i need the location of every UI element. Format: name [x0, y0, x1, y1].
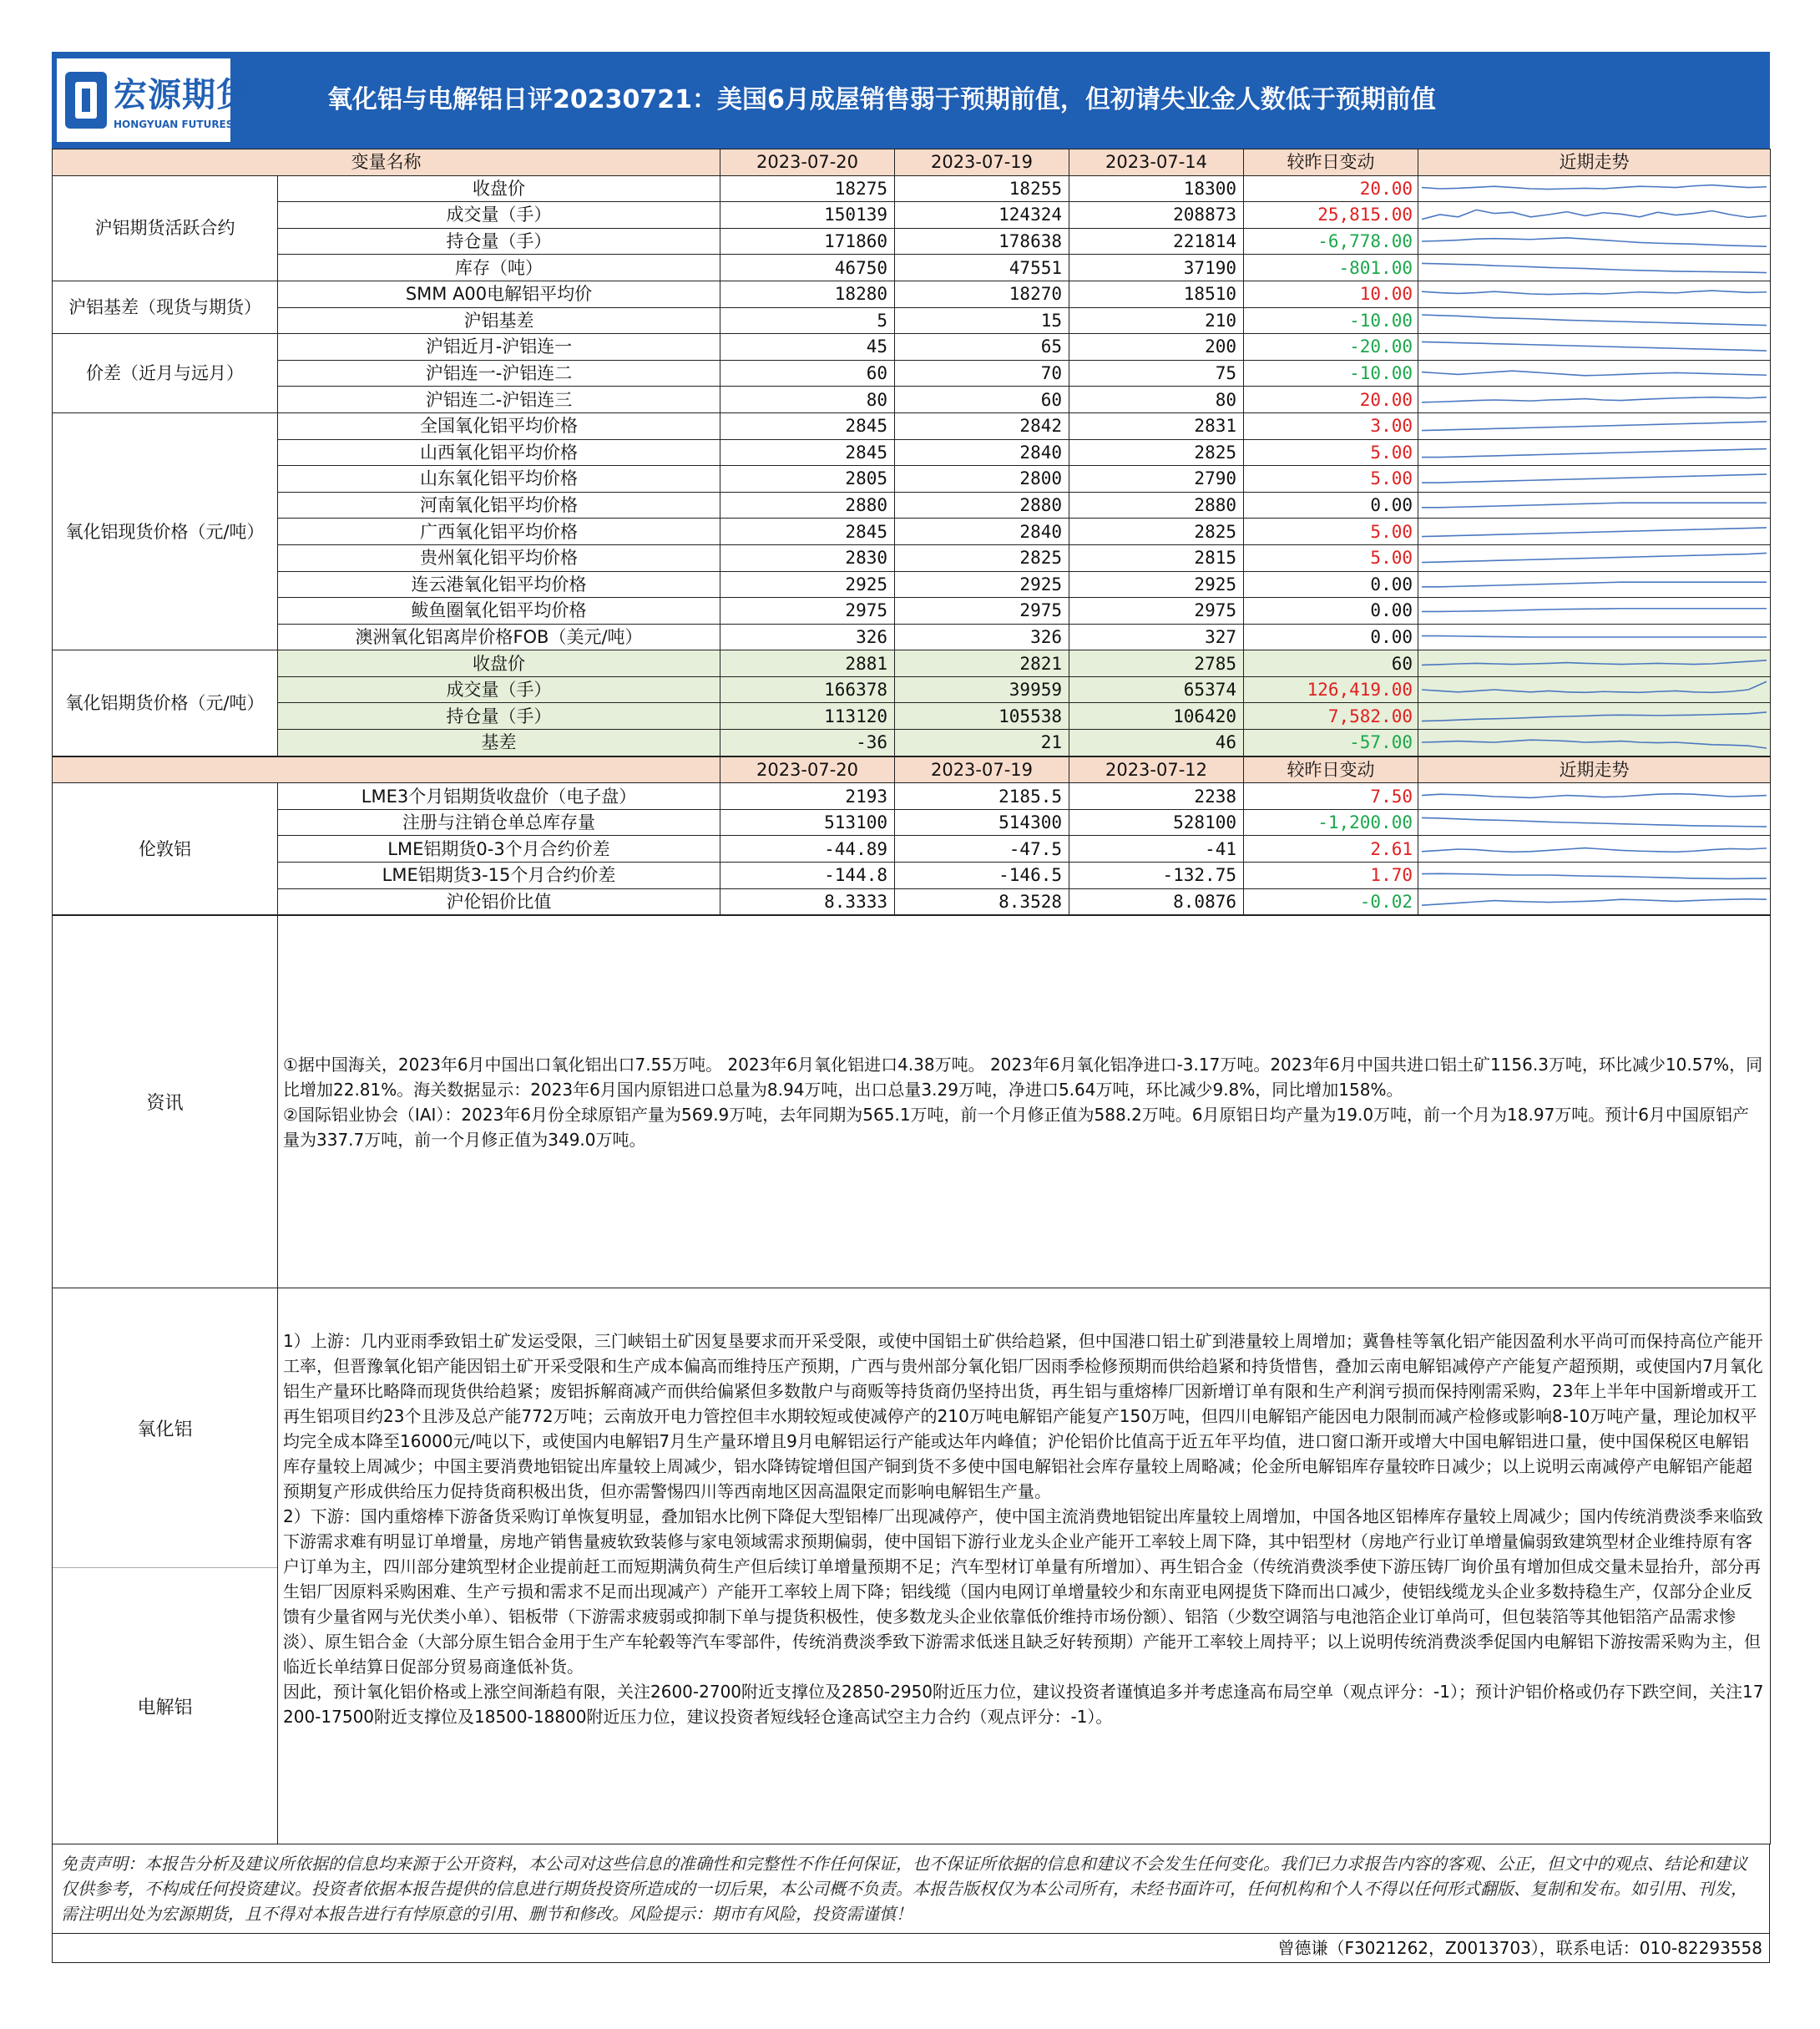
trend-line	[1422, 636, 1767, 637]
value-cell: -132.75	[1069, 863, 1244, 889]
table-row	[53, 598, 1771, 625]
table-row	[53, 334, 1771, 361]
trend-line	[1422, 342, 1767, 352]
change-cell: -1,200.00	[1244, 809, 1418, 836]
section-label: 氧化铝期货价格（元/吨）	[53, 650, 278, 756]
change-cell: -10.00	[1244, 360, 1418, 387]
value-cell: 2842	[895, 412, 1069, 439]
change-cell: 60	[1244, 650, 1418, 677]
trend-sparkline	[1422, 599, 1767, 622]
value-cell: 124324	[895, 202, 1069, 229]
value-cell: 2800	[895, 466, 1069, 493]
trend-sparkline	[1422, 203, 1767, 226]
trend-sparkline	[1422, 678, 1767, 701]
trend-line	[1422, 238, 1767, 246]
variable-name: 沪铝基差	[278, 307, 720, 334]
value-cell: 2830	[720, 544, 895, 571]
change-cell: 5.00	[1244, 519, 1418, 545]
trend-line	[1422, 712, 1767, 721]
value-cell: 2925	[720, 571, 895, 598]
header-chg: 较昨日变动	[1244, 756, 1418, 783]
trend-sparkline	[1422, 625, 1767, 649]
trend-sparkline	[1422, 256, 1767, 280]
trend-cell	[1418, 334, 1771, 361]
trend-cell	[1418, 492, 1771, 519]
trend-sparkline	[1422, 414, 1767, 438]
header-trend: 近期走势	[1418, 149, 1771, 176]
trend-line	[1422, 848, 1767, 852]
variable-name: 广西氧化铝平均价格	[278, 519, 720, 545]
table-row	[53, 307, 1771, 334]
variable-name: 山西氧化铝平均价格	[278, 439, 720, 466]
value-cell: -144.8	[720, 863, 895, 889]
value-cell: 2785	[1069, 650, 1244, 677]
trend-cell	[1418, 281, 1771, 307]
header-chg: 较昨日变动	[1244, 149, 1418, 176]
table-row	[53, 809, 1771, 836]
company-logo	[57, 58, 250, 142]
value-cell: 326	[720, 624, 895, 650]
value-cell: 65	[895, 334, 1069, 361]
value-cell: 2825	[1069, 519, 1244, 545]
trend-cell	[1418, 519, 1771, 545]
value-cell: 2975	[1069, 598, 1244, 625]
change-cell: 0.00	[1244, 598, 1418, 625]
change-cell: 20.00	[1244, 387, 1418, 413]
header-d1: 2023-07-20	[720, 149, 895, 176]
trend-sparkline	[1422, 573, 1767, 596]
trend-sparkline	[1422, 467, 1767, 490]
trend-cell	[1418, 624, 1771, 650]
change-cell: 3.00	[1244, 412, 1418, 439]
trend-sparkline	[1422, 177, 1767, 200]
value-cell: 45	[720, 334, 895, 361]
table-row	[53, 544, 1771, 571]
trend-sparkline	[1422, 309, 1767, 332]
value-cell: 60	[720, 360, 895, 387]
value-cell: 2845	[720, 439, 895, 466]
value-cell: 2845	[720, 412, 895, 439]
table-row	[53, 175, 1771, 202]
variable-name: 持仓量（手）	[278, 228, 720, 255]
variable-name: 成交量（手）	[278, 202, 720, 229]
value-cell: -47.5	[895, 836, 1069, 863]
section-label: 价差（近月与远月）	[53, 334, 278, 413]
trend-sparkline	[1422, 652, 1767, 675]
trend-line	[1422, 899, 1767, 906]
header-d1: 2023-07-20	[720, 756, 895, 783]
trend-cell	[1418, 387, 1771, 413]
upstream-analysis: 1）上游：几内亚雨季致铝土矿发运受限，三门峡铝土矿因复垦要求而开采受限，或使中国铝土矿供给趋紧，但中国港口铝土矿到港量较上周增加；冀鲁桂等氧化铝产能因盈利水平尚可而保持高位产能开工率，但晋豫氧化铝产能因铝土矿开采受限和生产成本偏高而维持压产预期，广西与贵州部分氧化铝厂因雨季检修预期而供给趋紧和持货惜售，叠加云南电解铝减停产产能复产超预期，或使国内7月氧化铝生产量环比略降而现货供给趋紧；废铝拆解商减产而供给偏紧但多数散户与商贩等持货商仍坚持出货，再生铝与重熔棒厂因新增订单有限和生产利润亏损而保持刚需采购，23年上半年中国新增或开工再生铝项目约23个且涉及总产能772万吨；云南放开电力管控但丰水期较短或使减停产的210万吨电解铝产能复产150万吨，但四川电解铝产能因电力限制而减产检修或影响8-10万吨产量，理论加权平均完全成本降至16000元/吨以下，或使国内电解铝7月生产量环增且9月电解铝运行产能或达年内峰值；沪伦铝价比值高于近五年平均值，进口窗口渐开或增大中国电解铝进口量，使中国保税区电解铝库存量较上周减少；中国主要消费地铝锭出库量较上周减少，铝水降铸锭增但国产铜到货不多使中国电解铝社会库存量较上周略减；伦金所电解铝库存量较昨日减少；以上说明云南减停产电解铝产能超预期复产形成供给压力促持货商积极出货，但亦需警惕四川等西南地区因高温限定而影响电解铝生产量。	[283, 1331, 1763, 1502]
downstream-analysis: 2）下游：国内重熔棒下游备货采购订单恢复明显，叠加铝水比例下降促大型铝棒厂出现减停产，使中国主流消费地铝锭出库量较上周增加，中国各地区铝棒库存量较上周减少；国内传统消费淡季来临致下游需求难有明显订单增量，房地产销售量疲软致装修与家电领域需求预期偏弱，使中国铝下游行业龙头企业产能开工率较上周下降，其中铝型材（房地产行业订单增量偏弱致建筑型材企业维持原有客户订单为主，四川部分建筑型材企业提前赶工而短期满负荷生产但后续订单增量预期不足；汽车型材订单量有所增加）、再生铝合金（传统消费淡季使下游压铸厂询价虽有增加但成交量未显抬升，部分再生铝厂因原料采购困难、生产亏损和需求不足而出现减产）产能开工率较上周下降；铝线缆（国内电网订单增量较少和东南亚电网提货下降而出口减少，使铝线缆龙头企业多数持稳生产，仅部分企业反馈有少量省网与光伏类小单）、铝板带（下游需求疲弱或抑制下单与提货积极性，使多数龙头企业依靠低价维持市场份额）、铝箔（少数空调箔与电池箔企业订单尚可，但包装箔等其他铝箔产品需求惨淡）、原生铝合金（大部分原生铝合金用于生产车轮毂等汽车零部件，传统消费淡季致下游需求低迷且缺乏好转预期）产能开工率较上周持平；以上说明传统消费淡季促国内电解铝下游按需采购为主，但临近长单结算日促部分贸易商逢低补货。	[283, 1506, 1763, 1677]
value-cell: 37190	[1069, 255, 1244, 281]
change-cell: 0.00	[1244, 571, 1418, 598]
change-cell: 25,815.00	[1244, 202, 1418, 229]
header-d2: 2023-07-19	[895, 149, 1069, 176]
value-cell: 8.3528	[895, 888, 1069, 915]
value-cell: 8.0876	[1069, 888, 1244, 915]
variable-name: 沪伦铝价比值	[278, 888, 720, 915]
value-cell: 18300	[1069, 175, 1244, 202]
table-header-row	[53, 756, 1771, 783]
trend-sparkline	[1422, 441, 1767, 464]
logo-chinese-text: 宏源期货	[114, 76, 250, 114]
value-cell: 70	[895, 360, 1069, 387]
variable-name: 收盘价	[278, 650, 720, 677]
trend-line	[1422, 210, 1767, 220]
variable-name: 沪铝连二-沪铝连三	[278, 387, 720, 413]
domestic-data-table	[52, 149, 1771, 756]
trend-sparkline	[1422, 520, 1767, 544]
trend-cell	[1418, 703, 1771, 730]
value-cell: 2925	[895, 571, 1069, 598]
value-cell: 18275	[720, 175, 895, 202]
report-title: 氧化铝与电解铝日评20230721：美国6月成屋销售弱于预期前值，但初请失业金人数低于预期前值	[327, 85, 1436, 114]
header-variable-name: 变量名称	[53, 149, 720, 176]
trend-line	[1422, 315, 1767, 326]
value-cell: 2880	[720, 492, 895, 519]
analysis-content	[278, 1288, 1771, 1844]
header-d3: 2023-07-14	[1069, 149, 1244, 176]
trend-cell	[1418, 650, 1771, 677]
disclaimer: 免责声明：本报告分析及建议所依据的信息均来源于公开资料，本公司对这些信息的准确性和完整性不作任何保证，也不保证所依据的信息和建议不会发生任何变化。我们已力求报告内容的客观、公正，但文中的观点、结论和建议仅供参考，不构成任何投资建议。投资者依据本报告提供的信息进行期货投资所造成的一切后果，本公司概不负责。本报告版权仅为本公司所有，未经书面许可，任何机构和个人不得以任何形式翻版、复制和发布。如引用、刊发，需注明出处为宏源期货，且不得对本报告进行有悖原意的引用、删节和修改。风险提示：期市有风险，投资需谨慎！	[52, 1844, 1770, 1934]
table-row	[53, 650, 1771, 677]
info-paragraph-2: ②国际铝业协会（IAI）：2023年6月份全球原铝产量为569.9万吨，去年同期为565.1万吨，前一个月修正值为588.2万吨。6月原铝日均产量为19.0万吨，前一个月为18.97万吨。预计6月中国原铝产量为337.7万吨，前一个月修正值为349.0万吨。	[283, 1104, 1750, 1150]
trend-cell	[1418, 412, 1771, 439]
change-cell: 5.00	[1244, 466, 1418, 493]
change-cell: -801.00	[1244, 255, 1418, 281]
trend-cell	[1418, 676, 1771, 703]
trend-sparkline	[1422, 811, 1767, 834]
variable-name: 河南氧化铝平均价格	[278, 492, 720, 519]
table-row	[53, 360, 1771, 387]
section-label: 沪铝基差（现货与期货）	[53, 281, 278, 333]
value-cell: 65374	[1069, 676, 1244, 703]
value-cell: 80	[720, 387, 895, 413]
value-cell: 150139	[720, 202, 895, 229]
value-cell: 210	[1069, 307, 1244, 334]
trend-line	[1422, 397, 1767, 402]
trend-cell	[1418, 836, 1771, 863]
variable-name: 注册与注销仓单总库存量	[278, 809, 720, 836]
value-cell: 2805	[720, 466, 895, 493]
trend-cell	[1418, 307, 1771, 334]
info-paragraph-1: ①据中国海关，2023年6月中国出口氧化铝出口7.55万吨。 2023年6月氧化铝进口4.38万吨。 2023年6月氧化铝净进口-3.17万吨。2023年6月中国共进口铝土矿1156.3万吨，环比减少10.57%，同比增加22.81%。海关数据显示：2023年6月国内原铝进口总量为8.94万吨，出口总量3.29万吨，净进口5.64万吨，环比减少9.8%，同比增加158%。	[283, 1054, 1763, 1100]
trend-line	[1422, 741, 1767, 749]
trend-line	[1422, 582, 1767, 587]
header-d2: 2023-07-19	[895, 756, 1069, 783]
change-cell: 0.00	[1244, 492, 1418, 519]
commentary-table	[52, 915, 1771, 1844]
analysis-labels	[53, 1288, 278, 1844]
trend-cell	[1418, 228, 1771, 255]
trend-cell	[1418, 439, 1771, 466]
trend-sparkline	[1422, 890, 1767, 913]
trend-sparkline	[1422, 785, 1767, 808]
change-cell: -6,778.00	[1244, 228, 1418, 255]
value-cell: -146.5	[895, 863, 1069, 889]
table-row	[53, 387, 1771, 413]
trend-line	[1422, 185, 1767, 189]
value-cell: 178638	[895, 228, 1069, 255]
value-cell: 2840	[895, 439, 1069, 466]
value-cell: 2238	[1069, 783, 1244, 810]
variable-name: LME3个月铝期货收盘价（电子盘）	[278, 783, 720, 810]
trend-cell	[1418, 202, 1771, 229]
variable-name: 沪铝连一-沪铝连二	[278, 360, 720, 387]
trend-cell	[1418, 730, 1771, 756]
table-row	[53, 228, 1771, 255]
change-cell: 7.50	[1244, 783, 1418, 810]
change-cell: 7,582.00	[1244, 703, 1418, 730]
value-cell: 15	[895, 307, 1069, 334]
trend-line	[1422, 554, 1767, 563]
value-cell: 106420	[1069, 703, 1244, 730]
value-cell: 46750	[720, 255, 895, 281]
info-label: 资讯	[53, 916, 278, 1288]
value-cell: 18255	[895, 175, 1069, 202]
variable-name: 收盘价	[278, 175, 720, 202]
section-label: 伦敦铝	[53, 783, 278, 915]
value-cell: 2815	[1069, 544, 1244, 571]
trend-cell	[1418, 598, 1771, 625]
value-cell: 2880	[895, 492, 1069, 519]
change-cell: 5.00	[1244, 544, 1418, 571]
trend-sparkline	[1422, 335, 1767, 358]
change-cell: -57.00	[1244, 730, 1418, 756]
value-cell: 2880	[1069, 492, 1244, 519]
section-label: 沪铝期货活跃合约	[53, 175, 278, 281]
trend-line	[1422, 291, 1767, 294]
table-row	[53, 466, 1771, 493]
variable-name: 库存（吨）	[278, 255, 720, 281]
value-cell: 2840	[895, 519, 1069, 545]
table-row	[53, 676, 1771, 703]
table-row	[53, 703, 1771, 730]
trend-cell	[1418, 360, 1771, 387]
trend-line	[1422, 474, 1767, 483]
trend-line	[1422, 528, 1767, 537]
trend-cell	[1418, 863, 1771, 889]
analyst-contact: 曾德谦（F3021262，Z0013703），联系电话：010-82293558	[52, 1934, 1770, 1963]
table-row	[53, 624, 1771, 650]
variable-name: LME铝期货0-3个月合约价差	[278, 836, 720, 863]
logo-english-text: HONGYUAN FUTURES	[114, 119, 234, 130]
value-cell: 18270	[895, 281, 1069, 307]
value-cell: 2185.5	[895, 783, 1069, 810]
trend-cell	[1418, 255, 1771, 281]
trend-cell	[1418, 809, 1771, 836]
value-cell: 208873	[1069, 202, 1244, 229]
value-cell: 2925	[1069, 571, 1244, 598]
change-cell: 0.00	[1244, 624, 1418, 650]
variable-name: 沪铝近月-沪铝连一	[278, 334, 720, 361]
aluminum-label: 电解铝	[53, 1567, 277, 1844]
trend-sparkline	[1422, 705, 1767, 728]
value-cell: 60	[895, 387, 1069, 413]
table-row	[53, 255, 1771, 281]
trend-line	[1422, 609, 1767, 612]
report-header	[52, 52, 1770, 149]
table-row	[53, 783, 1771, 810]
value-cell: 2975	[720, 598, 895, 625]
trend-cell	[1418, 888, 1771, 915]
value-cell: 80	[1069, 387, 1244, 413]
trend-cell	[1418, 783, 1771, 810]
value-cell: 18510	[1069, 281, 1244, 307]
table-row	[53, 730, 1771, 756]
value-cell: 75	[1069, 360, 1244, 387]
value-cell: 200	[1069, 334, 1244, 361]
trend-cell	[1418, 544, 1771, 571]
trend-sparkline	[1422, 731, 1767, 754]
trend-line	[1422, 422, 1767, 431]
change-cell: 5.00	[1244, 439, 1418, 466]
value-cell: 39959	[895, 676, 1069, 703]
hongyuan-logo-icon	[63, 65, 109, 135]
london-data-table	[52, 756, 1771, 916]
trend-line	[1422, 371, 1767, 376]
value-cell: 105538	[895, 703, 1069, 730]
variable-name: 全国氧化铝平均价格	[278, 412, 720, 439]
value-cell: 2881	[720, 650, 895, 677]
trend-sparkline	[1422, 546, 1767, 569]
alumina-label: 氧化铝	[137, 1419, 193, 1440]
variable-name: 成交量（手）	[278, 676, 720, 703]
variable-name: 基差	[278, 730, 720, 756]
value-cell: 113120	[720, 703, 895, 730]
value-cell: 2845	[720, 519, 895, 545]
value-cell: 18280	[720, 281, 895, 307]
variable-name: LME铝期货3-15个月合约价差	[278, 863, 720, 889]
value-cell: -36	[720, 730, 895, 756]
value-cell: 166378	[720, 676, 895, 703]
trend-sparkline	[1422, 837, 1767, 861]
variable-name: 连云港氧化铝平均价格	[278, 571, 720, 598]
value-cell: -44.89	[720, 836, 895, 863]
table-row	[53, 202, 1771, 229]
trend-cell	[1418, 571, 1771, 598]
table-row	[53, 412, 1771, 439]
value-cell: 46	[1069, 730, 1244, 756]
trend-sparkline	[1422, 362, 1767, 385]
trend-line	[1422, 660, 1767, 665]
table-header-row	[53, 149, 1771, 176]
value-cell: -41	[1069, 836, 1244, 863]
value-cell: 171860	[720, 228, 895, 255]
variable-name: 鲅鱼圈氧化铝平均价格	[278, 598, 720, 625]
change-cell: -0.02	[1244, 888, 1418, 915]
value-cell: 2831	[1069, 412, 1244, 439]
value-cell: 2193	[720, 783, 895, 810]
variable-name: SMM A00电解铝平均价	[278, 281, 720, 307]
change-cell: 2.61	[1244, 836, 1418, 863]
change-cell: -20.00	[1244, 334, 1418, 361]
trend-sparkline	[1422, 230, 1767, 253]
trend-line	[1422, 793, 1767, 797]
trend-line	[1422, 874, 1767, 879]
variable-name: 贵州氧化铝平均价格	[278, 544, 720, 571]
report-sheet	[52, 52, 1770, 1963]
value-cell: 221814	[1069, 228, 1244, 255]
section-label: 氧化铝现货价格（元/吨）	[53, 412, 278, 650]
change-cell: 10.00	[1244, 281, 1418, 307]
table-row	[53, 863, 1771, 889]
table-row	[53, 888, 1771, 915]
trend-line	[1422, 818, 1767, 827]
value-cell: 327	[1069, 624, 1244, 650]
value-cell: 5	[720, 307, 895, 334]
header-trend: 近期走势	[1418, 756, 1771, 783]
value-cell: 47551	[895, 255, 1069, 281]
info-content	[278, 916, 1771, 1288]
value-cell: 528100	[1069, 809, 1244, 836]
trend-sparkline	[1422, 388, 1767, 412]
value-cell: 8.3333	[720, 888, 895, 915]
trend-cell	[1418, 175, 1771, 202]
trend-sparkline	[1422, 493, 1767, 517]
variable-name: 澳洲氧化铝离岸价格FOB（美元/吨）	[278, 624, 720, 650]
variable-name: 持仓量（手）	[278, 703, 720, 730]
trend-line	[1422, 263, 1767, 272]
trend-line	[1422, 681, 1767, 692]
change-cell: 1.70	[1244, 863, 1418, 889]
trend-sparkline	[1422, 282, 1767, 306]
change-cell: -10.00	[1244, 307, 1418, 334]
trend-line	[1422, 448, 1767, 457]
conclusion: 因此，预计氧化铝价格或上涨空间渐趋有限，关注2600-2700附近支撑位及2850-2950附近压力位，建议投资者谨慎追多并考虑逢高布局空单（观点评分：-1）；预计沪铝价格或仍存下跌空间，关注17200-17500附近支撑位及18500-18800附近压力位，建议投资者短线轻仓逢高试空主力合约（观点评分：-1）。	[283, 1682, 1764, 1728]
value-cell: 2825	[895, 544, 1069, 571]
table-row	[53, 281, 1771, 307]
value-cell: 2790	[1069, 466, 1244, 493]
trend-cell	[1418, 466, 1771, 493]
value-cell: 2825	[1069, 439, 1244, 466]
trend-line	[1422, 503, 1767, 508]
variable-name: 山东氧化铝平均价格	[278, 466, 720, 493]
table-row	[53, 836, 1771, 863]
header-blank	[53, 756, 720, 783]
value-cell: 326	[895, 624, 1069, 650]
value-cell: 514300	[895, 809, 1069, 836]
value-cell: 2821	[895, 650, 1069, 677]
value-cell: 2975	[895, 598, 1069, 625]
header-d3: 2023-07-12	[1069, 756, 1244, 783]
table-row	[53, 492, 1771, 519]
change-cell: 20.00	[1244, 175, 1418, 202]
change-cell: 126,419.00	[1244, 676, 1418, 703]
value-cell: 513100	[720, 809, 895, 836]
trend-sparkline	[1422, 863, 1767, 887]
table-row	[53, 519, 1771, 545]
value-cell: 21	[895, 730, 1069, 756]
table-row	[53, 571, 1771, 598]
table-row	[53, 439, 1771, 466]
